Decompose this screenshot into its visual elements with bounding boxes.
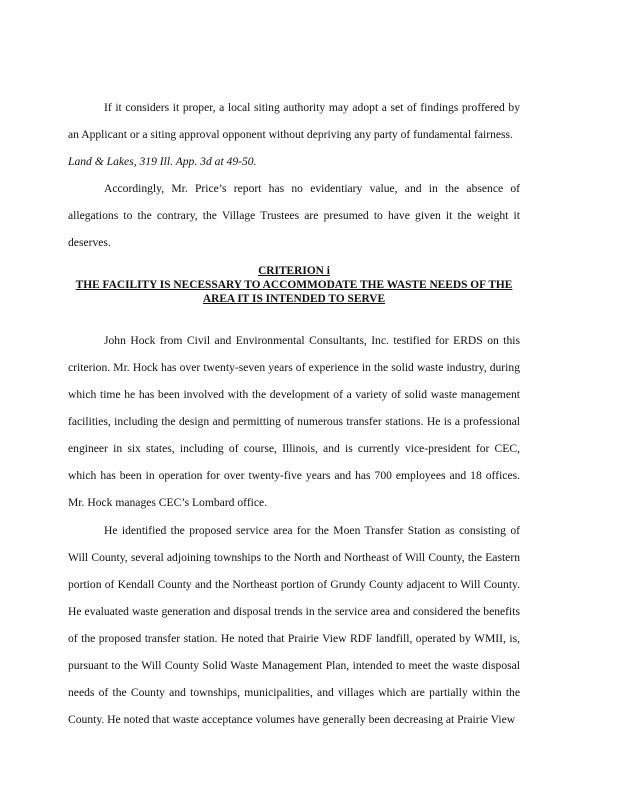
paragraph-service-area: He identified the proposed service area for the Moen Transfer Station as consisting of Will County, several adjoining townships to the North and Northeast of Will County, the Eastern portion of Kendall County and the Northeast portion of Grundy County adjacent to Will County. He evaluated waste generation and disposal trends in the service area and considered the benefits of the proposed transfer station. He noted that Prairie View RDF landfill, operated by WMII, is, pursuant to the Will County Solid Waste Management Plan, intended to meet the waste disposal needs of the County and townships, municipalities, and villages which are partially within the County. He noted that waste acceptance volumes have generally been decreasing at Prairie View [68,524,520,726]
case-citation: Land & Lakes, 319 Ill. App. 3d at 49-50. [68,155,257,168]
paragraph-findings [68,94,520,175]
criterion-subtitle-line-1: THE FACILITY IS NECESSARY TO ACCOMMODATE THE WASTE NEEDS OF THE [75,279,513,291]
criterion-title: CRITERION i [258,265,330,277]
paragraph-findings-text [68,94,520,148]
paragraph-price-report: Accordingly, Mr. Price’s report has no evidentiary value, and in the absence of allegations to the contrary, the Village Trustees are presumed to have given it the weight it deserves. [68,182,520,249]
paragraph-hock-testimony: John Hock from Civil and Environmental Consultants, Inc. testified for ERDS on this criterion. Mr. Hock has over twenty-seven years of experience in the solid waste industry, during which time he has been involved with the development of a variety of solid waste management facilities, including the design and permitting of numerous transfer stations. He is a professional engineer in six states, including of course, Illinois, and is currently vice-president for CEC, which has been in operation for over twenty-five years and has 700 employees and 18 offices. Mr. Hock manages CEC’s Lombard office. [68,334,520,509]
criterion-subtitle-line-2: AREA IT IS INTENDED TO SERVE [202,293,386,305]
findings-text: If it considers it proper, a local siting authority may adopt a set of findings proffered by an Applicant or a siting approval opponent without depriving any party of fundamental fairness. [68,101,520,141]
